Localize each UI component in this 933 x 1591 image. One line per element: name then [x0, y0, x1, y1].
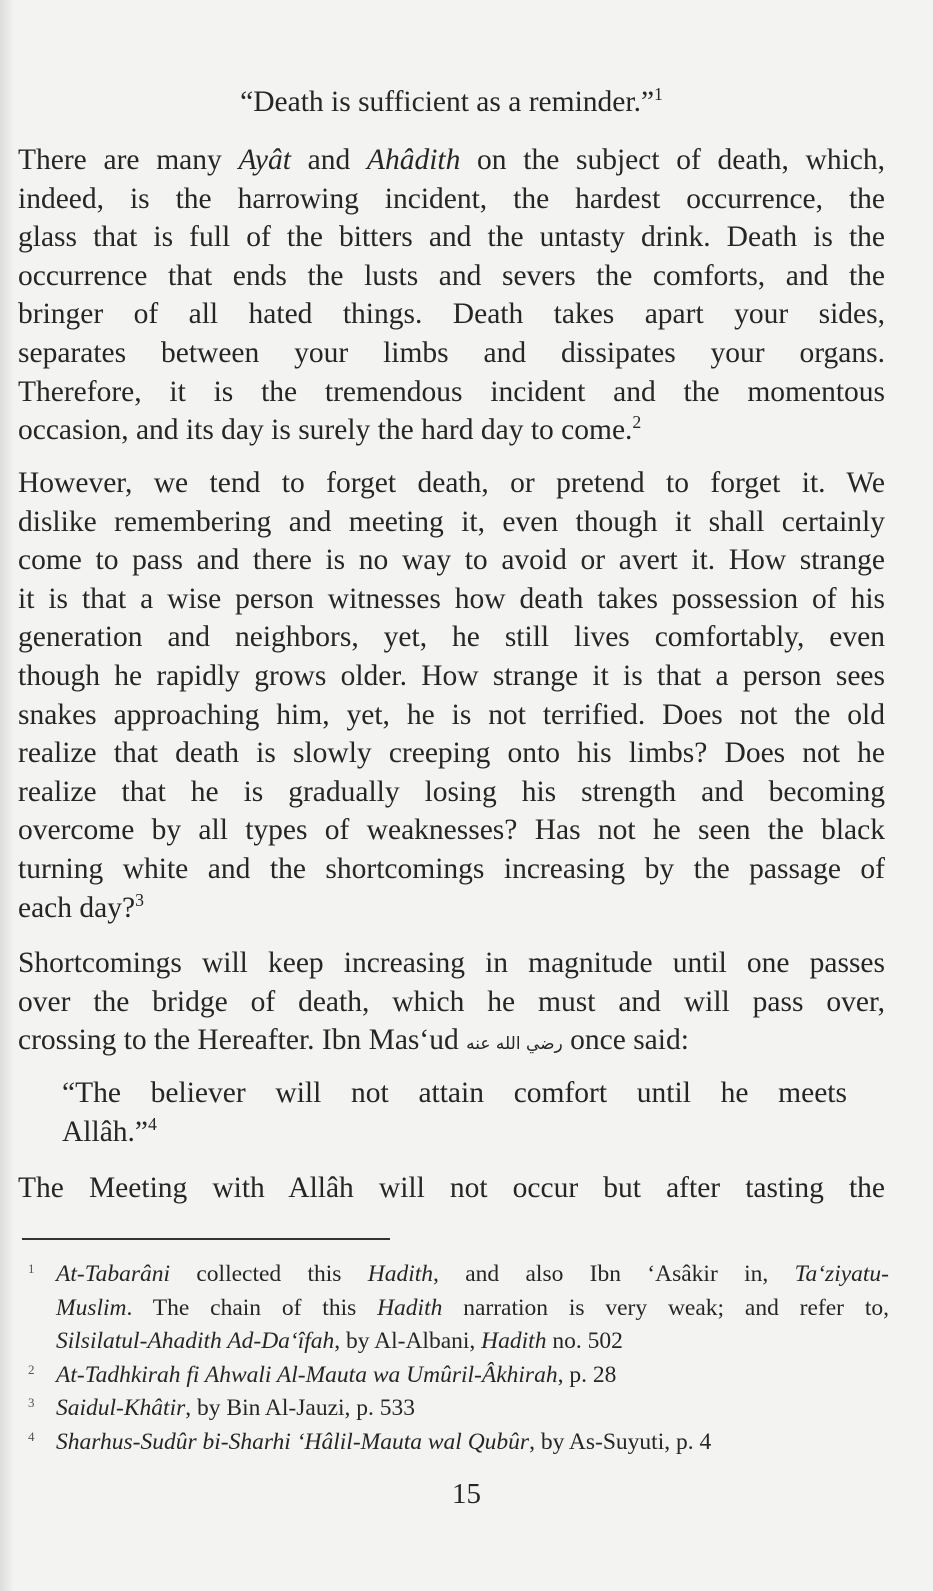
text-run: glass that is full of the bitters and the untasty drink. Death is the: [18, 221, 885, 254]
text-run: collected this: [170, 1261, 368, 1287]
text-run: Muslim: [56, 1294, 127, 1321]
text-run: Saidul-Khâtir: [56, 1395, 186, 1421]
text-run: Sharhus-Sudûr bi-Sharhi ‘Hâlil-Mauta wal Qubûr: [56, 1428, 530, 1455]
text-run: , and also Ibn ‘Asâkir in,: [433, 1261, 795, 1287]
page-gutter-shadow: [0, 0, 14, 1591]
footnote-ref: 1: [654, 84, 663, 105]
text-run: , by As-Suyuti, p. 4: [529, 1428, 712, 1455]
text-run: Shortcomings will keep increasing in magnitude until one passes: [18, 947, 885, 979]
footnote-line: [56, 1360, 889, 1390]
text-run: Hadith: [377, 1294, 443, 1321]
text-run: narration is very weak; and refer to,: [442, 1294, 889, 1321]
text-run: realize that he is gradually losing his strength and becoming: [18, 775, 885, 808]
footnote-ref: 2: [632, 412, 642, 433]
text-run: At-Tadhkirah fi Ahwali Al-Mauta wa Umûril-Âkhirah: [56, 1361, 558, 1388]
text-run: separates between your limbs and dissipates your organs.: [18, 337, 885, 369]
text-line: [18, 258, 885, 294]
text-line: [18, 890, 885, 926]
text-run: Therefore, it is the tremendous incident and the momentous: [18, 375, 885, 408]
text-line: [18, 619, 885, 655]
text-run: once said:: [562, 1024, 689, 1057]
footnote-number: 3: [28, 1395, 35, 1410]
text-run: “The believer will not attain comfort until he meets: [62, 1077, 847, 1109]
text-run: each day?: [18, 891, 136, 924]
text-run: on the subject of death, which,: [460, 144, 885, 176]
text-run: Hadith: [481, 1328, 547, 1354]
footnote-line: [56, 1259, 889, 1289]
text-line: [18, 697, 885, 733]
text-line: [18, 945, 885, 981]
text-run: and: [290, 144, 367, 176]
text-run: The Meeting with Allâh will not occur but after tasting the: [18, 1172, 885, 1204]
page-number: 15: [452, 1478, 481, 1510]
text-run: , by Al-Albani,: [334, 1328, 482, 1354]
text-line: [18, 1022, 885, 1062]
text-line: [18, 181, 885, 217]
text-run: indeed, is the harrowing incident, the hardest occurrence, the: [18, 182, 885, 215]
footnote-number: 4: [28, 1428, 35, 1444]
text-run: crossing to the Hereafter. Ibn Mas‘ud: [18, 1024, 467, 1057]
footnote-ref: 4: [148, 1113, 157, 1134]
footnote-separator: [22, 1238, 390, 1240]
text-run: turning white and the shortcomings increasing by the passage of: [18, 853, 885, 885]
text-run: over the bridge of death, which he must and will pass over,: [18, 985, 885, 1018]
text-line: [18, 142, 885, 178]
text-line: [18, 812, 885, 848]
text-run: There are many: [18, 144, 239, 176]
text-run: , p. 28: [557, 1361, 617, 1388]
text-line: [18, 581, 885, 617]
text-line: [18, 542, 885, 578]
text-line: [18, 335, 885, 371]
footnote-line: [56, 1293, 889, 1323]
footnote-line: [56, 1326, 889, 1356]
text-line: [62, 1075, 847, 1111]
text-run: At-Tabarâni: [56, 1261, 171, 1287]
text-run: Allâh.”: [62, 1115, 149, 1148]
footnote-line: [56, 1427, 889, 1457]
text-line: [18, 851, 885, 887]
text-line: [62, 1114, 847, 1150]
text-line: [18, 412, 885, 448]
text-line: [18, 219, 885, 255]
text-line: [18, 296, 885, 332]
text-run: Ahâdith: [366, 144, 461, 176]
text-run: generation and neighbors, yet, he still lives comfortably, even: [18, 621, 885, 654]
footnote-number: 2: [28, 1361, 35, 1377]
text-line: [18, 735, 885, 771]
text-run: Hadith: [367, 1261, 434, 1287]
footnote-number: 1: [28, 1261, 35, 1276]
text-run: , by Bin Al-Jauzi, p. 533: [185, 1395, 416, 1421]
text-line: [18, 504, 885, 540]
text-run: though he rapidly grows older. How strange it is that a person sees: [18, 660, 885, 692]
footnote-ref: 3: [135, 889, 144, 910]
text-line: [18, 465, 885, 501]
text-run: Ta‘ziyatu-: [794, 1261, 890, 1287]
text-line: [18, 774, 885, 810]
text-run: . The chain of this: [126, 1294, 378, 1321]
text-run: it is that a wise person witnesses how death takes possession of his: [18, 582, 885, 615]
text-run: occurrence that ends the lusts and severs the comforts, and the: [18, 259, 885, 292]
opening-quote: [18, 84, 885, 120]
text-run: occasion, and its day is surely the hard day to come.: [18, 414, 633, 447]
text-run: overcome by all types of weaknesses? Has not he seen the black: [18, 814, 885, 847]
text-line: [18, 984, 885, 1020]
text-line: [18, 658, 885, 694]
text-run: “Death is sufficient as a reminder.”: [240, 86, 655, 118]
text-run: Silsilatul-Ahadith Ad-Da‘îfah: [56, 1328, 335, 1354]
text-run: snakes approaching him, yet, he is not terrified. Does not the old: [18, 698, 885, 731]
text-run: dislike remembering and meeting it, even though it shall certainly: [18, 505, 885, 538]
text-run: Ayât: [238, 144, 291, 176]
text-run: realize that death is slowly creeping onto his limbs? Does not he: [18, 737, 885, 770]
text-line: [18, 374, 885, 410]
text-run: no. 502: [546, 1328, 623, 1354]
arabic-honorific: رضي الله عنه: [466, 1034, 563, 1055]
text-run: come to pass and there is no way to avoid or avert it. How strange: [18, 544, 885, 577]
text-run: bringer of all hated things. Death takes apart your sides,: [18, 298, 885, 331]
footnote-line: [56, 1393, 889, 1423]
text-run: However, we tend to forget death, or pretend to forget it. We: [18, 467, 885, 499]
text-line: [18, 1170, 885, 1206]
